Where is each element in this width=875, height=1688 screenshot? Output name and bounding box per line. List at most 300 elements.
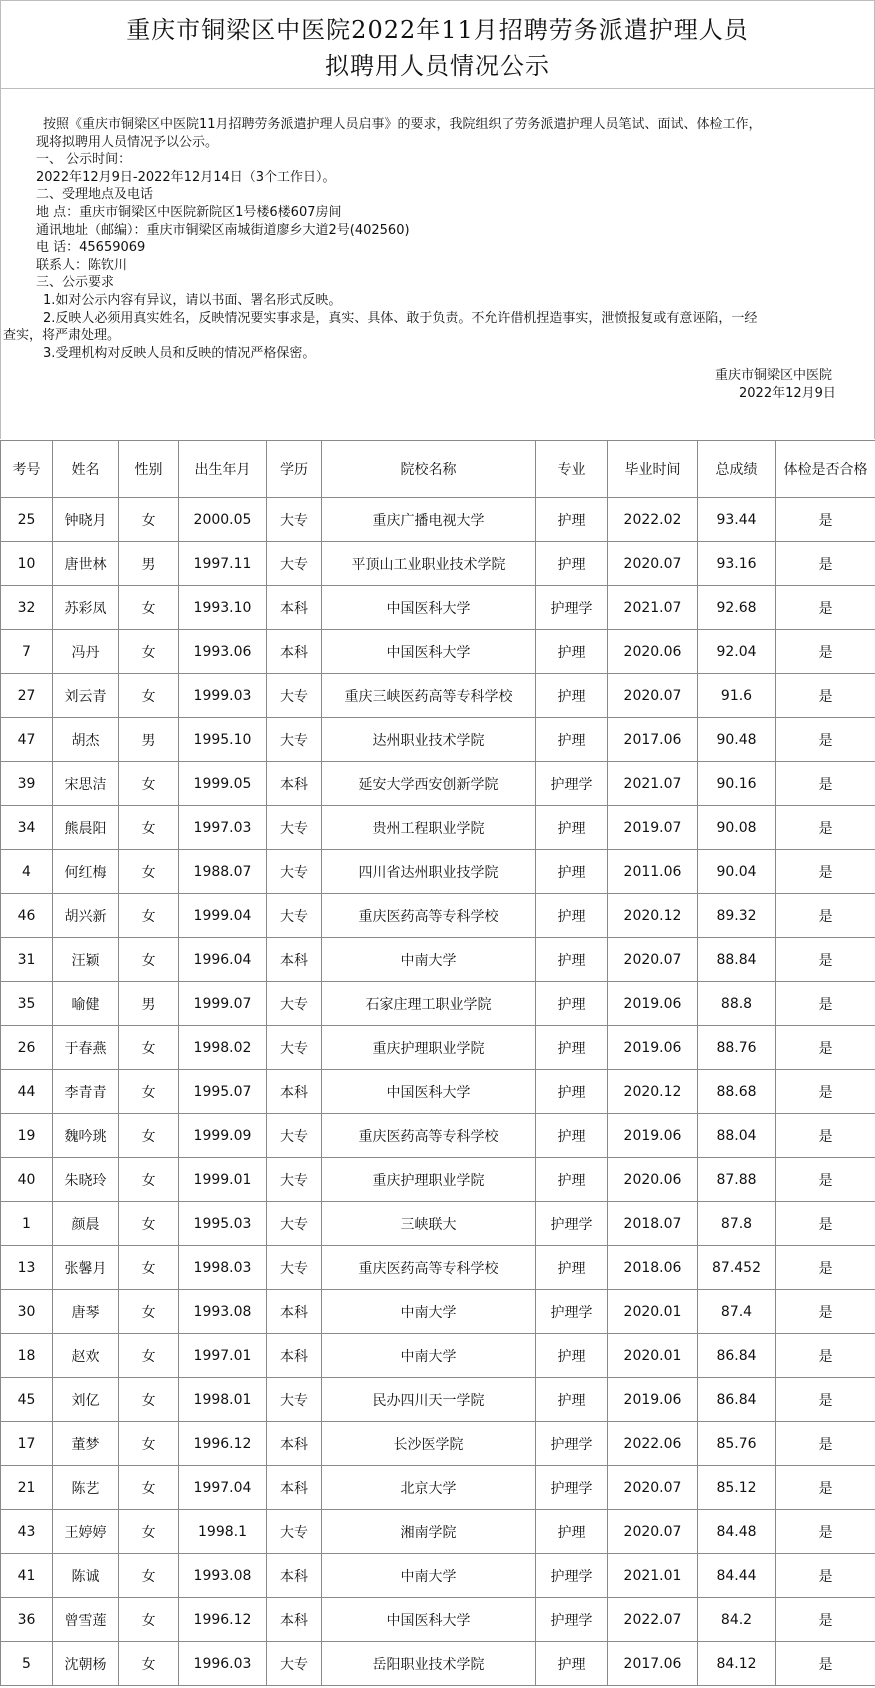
- birth-date-cell: 1996.03: [179, 1642, 267, 1686]
- birth-date-cell: 1996.12: [179, 1598, 267, 1642]
- school-cell: 中国医科大学: [322, 630, 536, 674]
- graduation-date-cell: 2020.06: [608, 1158, 698, 1202]
- gender-cell: 男: [119, 542, 179, 586]
- name-cell: 钟晓月: [53, 498, 119, 542]
- birth-date-cell: 1993.06: [179, 630, 267, 674]
- graduation-date-cell: 2020.01: [608, 1334, 698, 1378]
- notice-paragraph: 按照《重庆市铜梁区中医院11月招聘劳务派遣护理人员启事》的要求，我院组织了劳务派遣护理人员笔试、面试、体检工作，: [43, 117, 762, 132]
- gender-cell: 女: [119, 938, 179, 982]
- graduation-date-cell: 2020.01: [608, 1290, 698, 1334]
- gender-cell: 女: [119, 850, 179, 894]
- gender-cell: 女: [119, 762, 179, 806]
- total-score-cell: 90.16: [698, 762, 776, 806]
- education-cell: 大专: [267, 498, 322, 542]
- requirement-1: 1.如对公示内容有异议，请以书面、署名形式反映。: [43, 293, 342, 308]
- birth-date-cell: 1993.08: [179, 1554, 267, 1598]
- education-cell: 本科: [267, 630, 322, 674]
- header-school: 院校名称: [322, 441, 536, 498]
- medical-check-cell: 是: [776, 542, 875, 586]
- school-cell: 重庆医药高等专科学校: [322, 1114, 536, 1158]
- table-row: [1, 498, 875, 542]
- total-score-cell: 88.04: [698, 1114, 776, 1158]
- education-cell: 大专: [267, 1378, 322, 1422]
- school-cell: 三峡联大: [322, 1202, 536, 1246]
- education-cell: 本科: [267, 762, 322, 806]
- school-cell: 重庆医药高等专科学校: [322, 894, 536, 938]
- birth-date-cell: 1998.01: [179, 1378, 267, 1422]
- major-cell: 护理: [536, 982, 608, 1026]
- school-cell: 石家庄理工职业学院: [322, 982, 536, 1026]
- gender-cell: 女: [119, 586, 179, 630]
- name-cell: 唐世林: [53, 542, 119, 586]
- education-cell: 大专: [267, 806, 322, 850]
- contact-text: 联系人：陈钦川: [36, 257, 128, 273]
- education-cell: 大专: [267, 1510, 322, 1554]
- major-cell: 护理学: [536, 1422, 608, 1466]
- major-cell: 护理: [536, 630, 608, 674]
- total-score-cell: 86.84: [698, 1378, 776, 1422]
- header-graduation-date: 毕业时间: [608, 441, 698, 498]
- gender-cell: 女: [119, 630, 179, 674]
- major-cell: 护理学: [536, 1290, 608, 1334]
- birth-date-cell: 1999.09: [179, 1114, 267, 1158]
- school-cell: 湘南学院: [322, 1510, 536, 1554]
- graduation-date-cell: 2020.12: [608, 894, 698, 938]
- graduation-date-cell: 2021.01: [608, 1554, 698, 1598]
- name-cell: 赵欢: [53, 1334, 119, 1378]
- major-cell: 护理学: [536, 1554, 608, 1598]
- gender-cell: 女: [119, 1246, 179, 1290]
- medical-check-cell: 是: [776, 630, 875, 674]
- exam-number-cell: 36: [1, 1598, 53, 1642]
- birth-date-cell: 1995.10: [179, 718, 267, 762]
- birth-date-cell: 1995.07: [179, 1070, 267, 1114]
- notice-period: 2022年12月9日-2022年12月14日（3个工作日）。: [36, 169, 336, 185]
- graduation-date-cell: 2019.07: [608, 806, 698, 850]
- total-score-cell: 92.68: [698, 586, 776, 630]
- education-cell: 大专: [267, 1158, 322, 1202]
- exam-number-cell: 1: [1, 1202, 53, 1246]
- table-row: [1, 1070, 875, 1114]
- graduation-date-cell: 2019.06: [608, 1378, 698, 1422]
- medical-check-cell: 是: [776, 718, 875, 762]
- total-score-cell: 88.76: [698, 1026, 776, 1070]
- medical-check-cell: 是: [776, 1026, 875, 1070]
- gender-cell: 女: [119, 1466, 179, 1510]
- gender-cell: 女: [119, 1334, 179, 1378]
- name-cell: 冯丹: [53, 630, 119, 674]
- birth-date-cell: 1988.07: [179, 850, 267, 894]
- school-cell: 贵州工程职业学院: [322, 806, 536, 850]
- medical-check-cell: 是: [776, 1070, 875, 1114]
- table-row: [1, 762, 875, 806]
- major-cell: 护理: [536, 498, 608, 542]
- graduation-date-cell: 2020.07: [608, 938, 698, 982]
- graduation-date-cell: 2020.12: [608, 1070, 698, 1114]
- school-cell: 中国医科大学: [322, 1070, 536, 1114]
- total-score-cell: 85.12: [698, 1466, 776, 1510]
- exam-number-cell: 32: [1, 586, 53, 630]
- gender-cell: 女: [119, 674, 179, 718]
- section-heading-requirements: 三、公示要求: [36, 275, 115, 291]
- school-cell: 中南大学: [322, 938, 536, 982]
- education-cell: 本科: [267, 938, 322, 982]
- education-cell: 大专: [267, 1246, 322, 1290]
- notice-section: [0, 88, 875, 439]
- birth-date-cell: 1999.03: [179, 674, 267, 718]
- exam-number-cell: 47: [1, 718, 53, 762]
- total-score-cell: 88.68: [698, 1070, 776, 1114]
- total-score-cell: 84.44: [698, 1554, 776, 1598]
- name-cell: 唐琴: [53, 1290, 119, 1334]
- table-row: [1, 1246, 875, 1290]
- requirement-2-cont: 查实，将严肃处理。: [3, 328, 121, 344]
- total-score-cell: 89.32: [698, 894, 776, 938]
- header-total-score: 总成绩: [698, 441, 776, 498]
- birth-date-cell: 2000.05: [179, 498, 267, 542]
- requirement-3: 3.受理机构对反映人员和反映的情况严格保密。: [43, 345, 316, 361]
- name-cell: 于春燕: [53, 1026, 119, 1070]
- table-body: [1, 498, 875, 1686]
- total-score-cell: 90.08: [698, 806, 776, 850]
- major-cell: 护理: [536, 674, 608, 718]
- medical-check-cell: 是: [776, 586, 875, 630]
- table-row: [1, 1422, 875, 1466]
- title-section: [0, 0, 875, 89]
- education-cell: 大专: [267, 894, 322, 938]
- name-cell: 陈艺: [53, 1466, 119, 1510]
- gender-cell: 女: [119, 1598, 179, 1642]
- phone-text: 电 话：45659069: [36, 240, 146, 256]
- exam-number-cell: 40: [1, 1158, 53, 1202]
- exam-number-cell: 26: [1, 1026, 53, 1070]
- total-score-cell: 88.84: [698, 938, 776, 982]
- education-cell: 大专: [267, 1642, 322, 1686]
- gender-cell: 女: [119, 1070, 179, 1114]
- total-score-cell: 85.76: [698, 1422, 776, 1466]
- gender-cell: 女: [119, 1202, 179, 1246]
- school-cell: 民办四川天一学院: [322, 1378, 536, 1422]
- gender-cell: 女: [119, 1378, 179, 1422]
- medical-check-cell: 是: [776, 1114, 875, 1158]
- medical-check-cell: 是: [776, 1334, 875, 1378]
- exam-number-cell: 45: [1, 1378, 53, 1422]
- education-cell: 本科: [267, 1466, 322, 1510]
- header-education: 学历: [267, 441, 322, 498]
- birth-date-cell: 1993.10: [179, 586, 267, 630]
- birth-date-cell: 1999.04: [179, 894, 267, 938]
- total-score-cell: 87.8: [698, 1202, 776, 1246]
- school-cell: 北京大学: [322, 1466, 536, 1510]
- school-cell: 平顶山工业职业技术学院: [322, 542, 536, 586]
- graduation-date-cell: 2017.06: [608, 1642, 698, 1686]
- header-medical-check: 体检是否合格: [776, 441, 875, 498]
- graduation-date-cell: 2019.06: [608, 982, 698, 1026]
- education-cell: 本科: [267, 1070, 322, 1114]
- major-cell: 护理: [536, 542, 608, 586]
- medical-check-cell: 是: [776, 498, 875, 542]
- table-row: [1, 850, 875, 894]
- graduation-date-cell: 2011.06: [608, 850, 698, 894]
- major-cell: 护理学: [536, 586, 608, 630]
- table-row: [1, 1598, 875, 1642]
- graduation-date-cell: 2020.07: [608, 1510, 698, 1554]
- exam-number-cell: 4: [1, 850, 53, 894]
- name-cell: 王婷婷: [53, 1510, 119, 1554]
- mailing-address-text: 通讯地址（邮编）：重庆市铜梁区南城街道廖乡大道2号(402560): [36, 222, 410, 238]
- education-cell: 大专: [267, 1114, 322, 1158]
- birth-date-cell: 1995.03: [179, 1202, 267, 1246]
- total-score-cell: 84.48: [698, 1510, 776, 1554]
- exam-number-cell: 17: [1, 1422, 53, 1466]
- medical-check-cell: 是: [776, 674, 875, 718]
- total-score-cell: 86.84: [698, 1334, 776, 1378]
- name-cell: 胡杰: [53, 718, 119, 762]
- table-row: [1, 1466, 875, 1510]
- header-birth-date: 出生年月: [179, 441, 267, 498]
- school-cell: 重庆三峡医药高等专科学校: [322, 674, 536, 718]
- medical-check-cell: 是: [776, 1510, 875, 1554]
- total-score-cell: 90.04: [698, 850, 776, 894]
- medical-check-cell: 是: [776, 850, 875, 894]
- graduation-date-cell: 2020.06: [608, 630, 698, 674]
- medical-check-cell: 是: [776, 1598, 875, 1642]
- exam-number-cell: 41: [1, 1554, 53, 1598]
- total-score-cell: 90.48: [698, 718, 776, 762]
- major-cell: 护理: [536, 1070, 608, 1114]
- birth-date-cell: 1999.05: [179, 762, 267, 806]
- table-row: [1, 630, 875, 674]
- birth-date-cell: 1993.08: [179, 1290, 267, 1334]
- school-cell: 延安大学西安创新学院: [322, 762, 536, 806]
- school-cell: 岳阳职业技术学院: [322, 1642, 536, 1686]
- school-cell: 中南大学: [322, 1290, 536, 1334]
- gender-cell: 女: [119, 1158, 179, 1202]
- birth-date-cell: 1996.04: [179, 938, 267, 982]
- birth-date-cell: 1999.01: [179, 1158, 267, 1202]
- exam-number-cell: 18: [1, 1334, 53, 1378]
- gender-cell: 女: [119, 498, 179, 542]
- exam-number-cell: 31: [1, 938, 53, 982]
- gender-cell: 女: [119, 894, 179, 938]
- exam-number-cell: 7: [1, 630, 53, 674]
- medical-check-cell: 是: [776, 1158, 875, 1202]
- table-row: [1, 1114, 875, 1158]
- candidates-table: [0, 440, 875, 1686]
- page-subtitle: 拟聘用人员情况公示: [325, 52, 550, 80]
- major-cell: 护理学: [536, 1598, 608, 1642]
- education-cell: 本科: [267, 1334, 322, 1378]
- table-row: [1, 1158, 875, 1202]
- graduation-date-cell: 2022.07: [608, 1598, 698, 1642]
- major-cell: 护理: [536, 1510, 608, 1554]
- education-cell: 本科: [267, 1422, 322, 1466]
- gender-cell: 女: [119, 1422, 179, 1466]
- birth-date-cell: 1999.07: [179, 982, 267, 1026]
- major-cell: 护理: [536, 1114, 608, 1158]
- major-cell: 护理: [536, 894, 608, 938]
- total-score-cell: 84.2: [698, 1598, 776, 1642]
- education-cell: 大专: [267, 674, 322, 718]
- major-cell: 护理: [536, 1334, 608, 1378]
- gender-cell: 男: [119, 982, 179, 1026]
- graduation-date-cell: 2022.02: [608, 498, 698, 542]
- table-header-row: [1, 441, 875, 498]
- table-row: [1, 1026, 875, 1070]
- major-cell: 护理: [536, 1246, 608, 1290]
- name-cell: 宋思洁: [53, 762, 119, 806]
- total-score-cell: 87.452: [698, 1246, 776, 1290]
- name-cell: 曾雪莲: [53, 1598, 119, 1642]
- birth-date-cell: 1997.03: [179, 806, 267, 850]
- page-title: 重庆市铜梁区中医院2022年11月招聘劳务派遣护理人员: [126, 16, 749, 44]
- header-name: 姓名: [53, 441, 119, 498]
- exam-number-cell: 19: [1, 1114, 53, 1158]
- name-cell: 董梦: [53, 1422, 119, 1466]
- table-row: [1, 1554, 875, 1598]
- table-row: [1, 982, 875, 1026]
- total-score-cell: 87.88: [698, 1158, 776, 1202]
- education-cell: 大专: [267, 542, 322, 586]
- exam-number-cell: 13: [1, 1246, 53, 1290]
- exam-number-cell: 44: [1, 1070, 53, 1114]
- exam-number-cell: 46: [1, 894, 53, 938]
- education-cell: 大专: [267, 982, 322, 1026]
- name-cell: 熊晨阳: [53, 806, 119, 850]
- gender-cell: 男: [119, 718, 179, 762]
- name-cell: 颜晨: [53, 1202, 119, 1246]
- graduation-date-cell: 2017.06: [608, 718, 698, 762]
- medical-check-cell: 是: [776, 1466, 875, 1510]
- address-text: 地 点：重庆市铜梁区中医院新院区1号楼6楼607房间: [36, 205, 342, 220]
- major-cell: 护理: [536, 1158, 608, 1202]
- birth-date-cell: 1996.12: [179, 1422, 267, 1466]
- school-cell: 重庆医药高等专科学校: [322, 1246, 536, 1290]
- name-cell: 胡兴新: [53, 894, 119, 938]
- exam-number-cell: 34: [1, 806, 53, 850]
- graduation-date-cell: 2022.06: [608, 1422, 698, 1466]
- graduation-date-cell: 2021.07: [608, 586, 698, 630]
- major-cell: 护理: [536, 806, 608, 850]
- name-cell: 李青青: [53, 1070, 119, 1114]
- medical-check-cell: 是: [776, 938, 875, 982]
- gender-cell: 女: [119, 1642, 179, 1686]
- total-score-cell: 93.44: [698, 498, 776, 542]
- education-cell: 大专: [267, 718, 322, 762]
- exam-number-cell: 27: [1, 674, 53, 718]
- education-cell: 本科: [267, 586, 322, 630]
- gender-cell: 女: [119, 1026, 179, 1070]
- school-cell: 长沙医学院: [322, 1422, 536, 1466]
- school-cell: 重庆护理职业学院: [322, 1158, 536, 1202]
- graduation-date-cell: 2019.06: [608, 1026, 698, 1070]
- table-row: [1, 674, 875, 718]
- school-cell: 中国医科大学: [322, 1598, 536, 1642]
- birth-date-cell: 1998.1: [179, 1510, 267, 1554]
- education-cell: 大专: [267, 1202, 322, 1246]
- exam-number-cell: 39: [1, 762, 53, 806]
- major-cell: 护理学: [536, 762, 608, 806]
- total-score-cell: 88.8: [698, 982, 776, 1026]
- total-score-cell: 87.4: [698, 1290, 776, 1334]
- education-cell: 本科: [267, 1290, 322, 1334]
- education-cell: 本科: [267, 1554, 322, 1598]
- exam-number-cell: 5: [1, 1642, 53, 1686]
- name-cell: 刘亿: [53, 1378, 119, 1422]
- birth-date-cell: 1997.01: [179, 1334, 267, 1378]
- birth-date-cell: 1997.11: [179, 542, 267, 586]
- table-row: [1, 586, 875, 630]
- graduation-date-cell: 2020.07: [608, 674, 698, 718]
- header-exam-number: 考号: [1, 441, 53, 498]
- exam-number-cell: 30: [1, 1290, 53, 1334]
- medical-check-cell: 是: [776, 1290, 875, 1334]
- exam-number-cell: 10: [1, 542, 53, 586]
- name-cell: 朱晓玲: [53, 1158, 119, 1202]
- table-row: [1, 542, 875, 586]
- gender-cell: 女: [119, 1114, 179, 1158]
- name-cell: 刘云青: [53, 674, 119, 718]
- medical-check-cell: 是: [776, 982, 875, 1026]
- medical-check-cell: 是: [776, 762, 875, 806]
- section-heading-time: 一、 公示时间：: [36, 152, 132, 168]
- major-cell: 护理: [536, 1642, 608, 1686]
- requirement-2: 2.反映人必须用真实姓名，反映情况要实事求是，真实、具体、敢于负责。不允许借机捏造事实，泄愤报复或有意诬陷，一经: [43, 310, 758, 326]
- table-row: [1, 806, 875, 850]
- exam-number-cell: 25: [1, 498, 53, 542]
- medical-check-cell: 是: [776, 1422, 875, 1466]
- medical-check-cell: 是: [776, 806, 875, 850]
- exam-number-cell: 43: [1, 1510, 53, 1554]
- total-score-cell: 84.12: [698, 1642, 776, 1686]
- table-row: [1, 894, 875, 938]
- name-cell: 何红梅: [53, 850, 119, 894]
- gender-cell: 女: [119, 1554, 179, 1598]
- table-row: [1, 1290, 875, 1334]
- gender-cell: 女: [119, 1510, 179, 1554]
- name-cell: 陈诚: [53, 1554, 119, 1598]
- birth-date-cell: 1997.04: [179, 1466, 267, 1510]
- school-cell: 四川省达州职业技学院: [322, 850, 536, 894]
- notice-paragraph-cont: 现将拟聘用人员情况予以公示。: [36, 134, 219, 150]
- name-cell: 魏吟珧: [53, 1114, 119, 1158]
- header-major: 专业: [536, 441, 608, 498]
- name-cell: 张馨月: [53, 1246, 119, 1290]
- graduation-date-cell: 2019.06: [608, 1114, 698, 1158]
- issuer-name: 重庆市铜梁区中医院: [715, 368, 833, 383]
- major-cell: 护理: [536, 938, 608, 982]
- table-row: [1, 1378, 875, 1422]
- issue-date: 2022年12月9日: [739, 385, 836, 401]
- table-row: [1, 1202, 875, 1246]
- graduation-date-cell: 2020.07: [608, 542, 698, 586]
- major-cell: 护理: [536, 850, 608, 894]
- table-row: [1, 938, 875, 982]
- graduation-date-cell: 2020.07: [608, 1466, 698, 1510]
- table-row: [1, 1642, 875, 1686]
- total-score-cell: 91.6: [698, 674, 776, 718]
- name-cell: 喻健: [53, 982, 119, 1026]
- school-cell: 中国医科大学: [322, 586, 536, 630]
- school-cell: 中南大学: [322, 1554, 536, 1598]
- name-cell: 苏彩凤: [53, 586, 119, 630]
- table-row: [1, 1510, 875, 1554]
- table-row: [1, 1334, 875, 1378]
- major-cell: 护理学: [536, 1466, 608, 1510]
- gender-cell: 女: [119, 806, 179, 850]
- medical-check-cell: 是: [776, 1202, 875, 1246]
- table-row: [1, 718, 875, 762]
